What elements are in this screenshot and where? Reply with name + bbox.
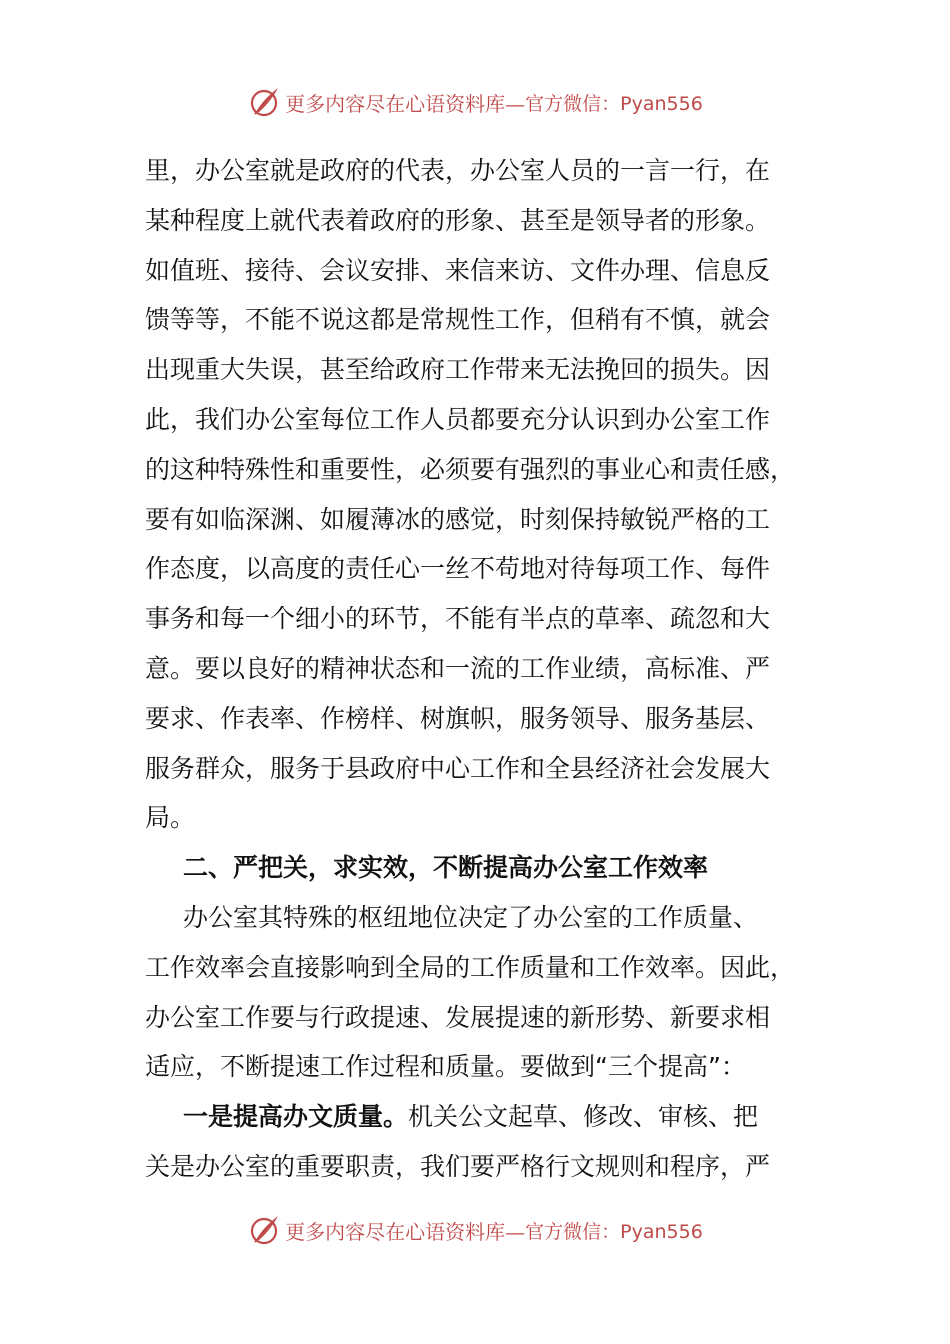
text-line: 的这种特殊性和重要性，必须要有强烈的事业心和责任感， xyxy=(145,454,796,484)
footer-banner xyxy=(0,1210,950,1250)
text-line: 要求、作表率、作榜样、树旗帜，服务领导、服务基层、 xyxy=(145,703,771,733)
text-line: 办公室其特殊的枢纽地位决定了办公室的工作质量、 xyxy=(183,902,759,932)
text-line: 要有如临深渊、如履薄冰的感觉，时刻保持敏锐严格的工 xyxy=(145,504,771,534)
banner-text: 更多内容尽在心语资料库— xyxy=(285,91,526,116)
text-line: 作态度，以高度的责任心一丝不苟地对待每项工作、每件 xyxy=(145,554,771,584)
text-line: 如值班、接待、会议安排、来信来访、文件办理、信息反 xyxy=(145,255,771,285)
text-line: 关是办公室的重要职责，我们要严格行文规则和程序，严 xyxy=(145,1151,771,1181)
banner-text: 更多内容尽在心语资料库— xyxy=(285,1219,526,1244)
bold-lead: 一是提高办文质量。 xyxy=(183,1102,409,1132)
header-banner xyxy=(0,82,950,122)
text-line: 工作效率会直接影响到全局的工作质量和工作效率。因此， xyxy=(145,952,796,982)
text-line xyxy=(145,1092,810,1142)
section-heading: 二、严把关，求实效，不断提高办公室工作效率 xyxy=(183,853,709,883)
text-run: 机关公文起草、修改、审核、把 xyxy=(408,1102,759,1132)
text-line: 某种程度上就代表着政府的形象、甚至是领导者的形象。 xyxy=(145,205,771,235)
text-line: 服务群众，服务于县政府中心工作和全县经济社会发展大 xyxy=(145,753,771,783)
text-line: 此，我们办公室每位工作人员都要充分认识到办公室工作 xyxy=(145,404,771,434)
text-line: 局。 xyxy=(145,803,196,833)
banner-wechat: 官方微信：Pyan556 xyxy=(525,92,703,115)
quill-pen-logo-icon xyxy=(247,85,281,119)
document-body xyxy=(145,146,810,1192)
text-line: 里，办公室就是政府的代表，办公室人员的一言一行，在 xyxy=(145,156,771,185)
quill-pen-logo-icon xyxy=(247,1213,281,1247)
text-line: 事务和每一个细小的环节，不能有半点的草率、疏忽和大 xyxy=(145,604,771,634)
text-line: 意。要以良好的精神状态和一流的工作业绩，高标准、严 xyxy=(145,653,771,683)
text-line: 办公室工作要与行政提速、发展提速的新形势、新要求相 xyxy=(145,1002,771,1032)
text-line: 馈等等，不能不说这都是常规性工作，但稍有不慎，就会 xyxy=(145,305,771,335)
text-line: 出现重大失误，甚至给政府工作带来无法挽回的损失。因 xyxy=(145,355,771,385)
banner-wechat: 官方微信：Pyan556 xyxy=(525,1220,703,1243)
text-line: 适应，不断提速工作过程和质量。要做到“三个提高”： xyxy=(145,1052,746,1082)
